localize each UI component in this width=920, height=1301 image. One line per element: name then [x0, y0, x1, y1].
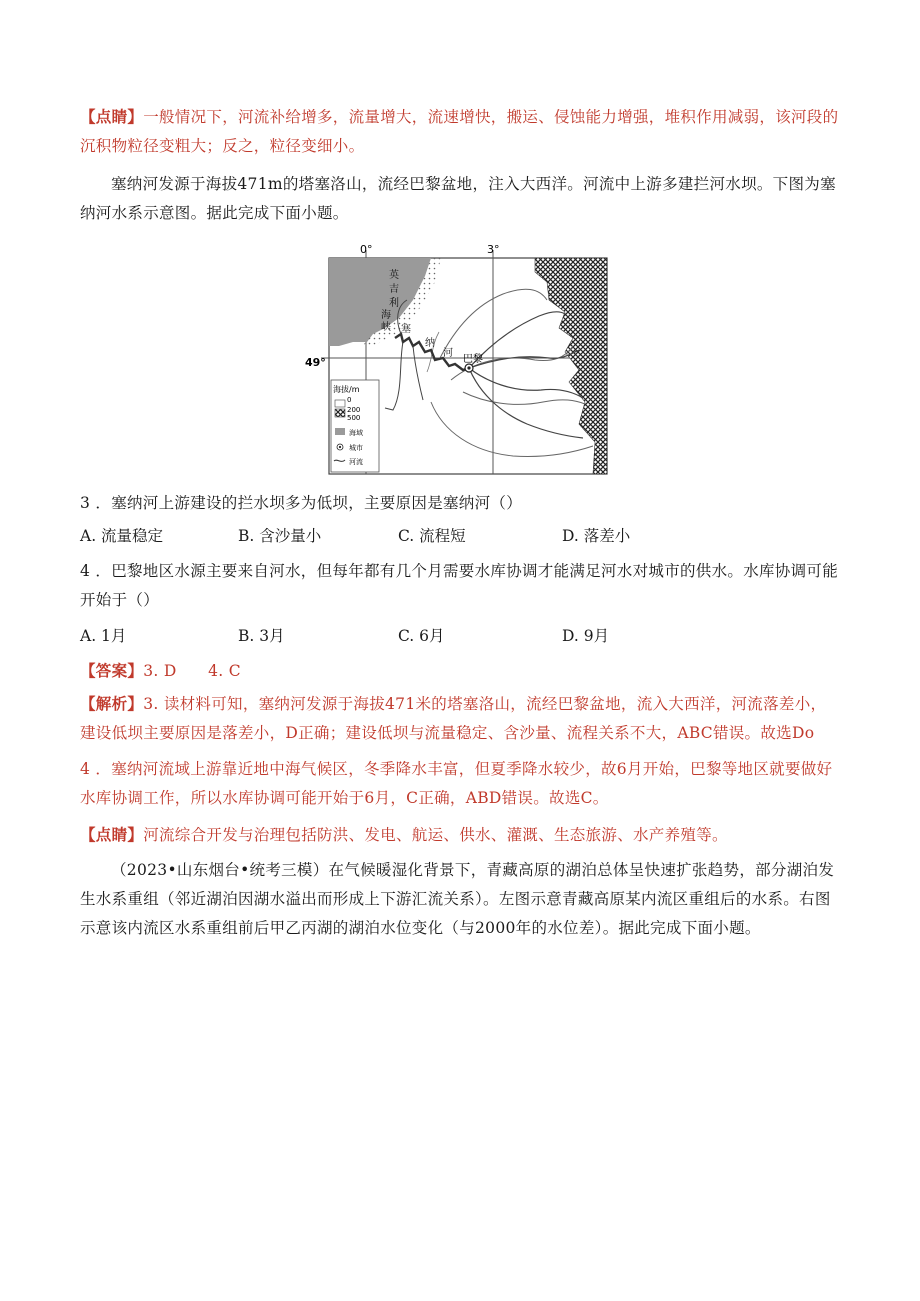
svg-text:500: 500: [347, 414, 361, 422]
analysis-3-text: 3. 读材料可知，塞纳河发源于海拔471米的塔塞洛山，流经巴黎盆地，流入大西洋，河流落差小，建设低坝主要原因是落差小，D正确；建设低坝与流量稳定、含沙量、流程关系不大，ABC错误。故选Do: [80, 695, 827, 742]
question-3-stem: 3 ．塞纳河上游建设的拦水坝多为低坝，主要原因是塞纳河（）: [80, 494, 522, 512]
tip2-tag: 【点睛】: [80, 825, 144, 844]
q4-option-b[interactable]: B. 3月: [238, 627, 285, 645]
tip2-text: 河流综合开发与治理包括防洪、发电、航运、供水、灌溉、生态旅游、水产养殖等。: [143, 826, 728, 844]
svg-text:海: 海: [381, 310, 391, 321]
map-legend: [331, 380, 379, 472]
legend-sea-swatch: [335, 428, 345, 435]
svg-text:河: 河: [443, 348, 453, 359]
tip-paragraph-2: [80, 820, 840, 850]
legend-title: 海拔/m: [333, 385, 360, 394]
question-4-stem: 4 ．巴黎地区水源主要来自河水，但每年都有几个月需要水库协调才能满足河水对城市的供水。水库协调可能开始于（）: [80, 562, 838, 609]
q4-option-c[interactable]: C. 6月: [398, 627, 445, 645]
question-3-options: [80, 522, 840, 551]
tip-text: 一般情况下，河流补给增多，流量增大，流速增快，搬运、侵蚀能力增强，堆积作用减弱，该河段的沉积物粒径变粗大；反之，粒径变细小。: [80, 108, 839, 155]
q3-option-a[interactable]: A. 流量稳定: [80, 527, 164, 545]
svg-text:纳: 纳: [425, 338, 435, 349]
q3-option-c[interactable]: C. 流程短: [398, 527, 466, 545]
analysis-3: [80, 689, 840, 748]
svg-text:河流: 河流: [349, 458, 363, 466]
q4-option-d[interactable]: D. 9月: [562, 627, 610, 645]
seine-river-map: [303, 242, 611, 478]
legend-lowland-swatch: [335, 400, 345, 407]
q3-option-d[interactable]: D. 落差小: [562, 527, 631, 545]
svg-text:200: 200: [347, 406, 361, 414]
seine-intro: 塞纳河发源于海拔471m的塔塞洛山，流经巴黎盆地，注入大西洋。河流中上游多建拦河水坝。下图为塞纳河水系示意图。据此完成下面小题。: [80, 175, 836, 222]
legend-highland-swatch: [335, 409, 345, 417]
svg-text:城市: 城市: [349, 444, 363, 452]
lon-label-3: 3°: [487, 243, 500, 256]
next-question-intro: （2023•山东烟台•统考三模）在气候暖湿化背景下，青藏高原的湖泊总体呈快速扩张趋势，部分湖泊发生水系重组（邻近湖泊因湖水溢出而形成上下游汇流关系）。左图示意青藏高原某内流区重组后的水系。右图示意该内流区水系重组前后甲乙丙湖的湖泊水位变化（与2000年的水位差）。据此完成下面小题。: [80, 861, 835, 937]
svg-text:英: 英: [389, 270, 399, 281]
svg-text:利: 利: [389, 298, 399, 309]
svg-text:塞: 塞: [401, 324, 411, 335]
answer-text: 3. D 4. C: [143, 662, 241, 680]
lat-label-49: 49°: [305, 356, 326, 369]
analysis-4: 4 ．塞纳河流域上游靠近地中海气候区，冬季降水丰富，但夏季降水较少，故6月开始，巴黎等地区就要做好水库协调工作，所以水库协调可能开始于6月，C正确，ABD错误。故选C。: [80, 760, 833, 807]
tip-tag: 【点睛】: [80, 107, 144, 126]
analysis-tag: 【解析】: [80, 694, 144, 713]
question-4-options: [80, 622, 840, 651]
paris-label: 巴黎: [463, 354, 483, 365]
tip-paragraph-1: [80, 102, 840, 161]
svg-text:峡: 峡: [381, 322, 391, 333]
lon-label-0: 0°: [360, 243, 373, 256]
answer-tag: 【答案】: [80, 661, 144, 680]
q3-option-b[interactable]: B. 含沙量小: [238, 527, 322, 545]
answer-line: [80, 656, 840, 686]
q4-option-a[interactable]: A. 1月: [80, 627, 127, 645]
svg-text:0: 0: [347, 396, 352, 404]
svg-text:吉: 吉: [389, 284, 399, 295]
svg-text:海域: 海域: [349, 429, 363, 437]
